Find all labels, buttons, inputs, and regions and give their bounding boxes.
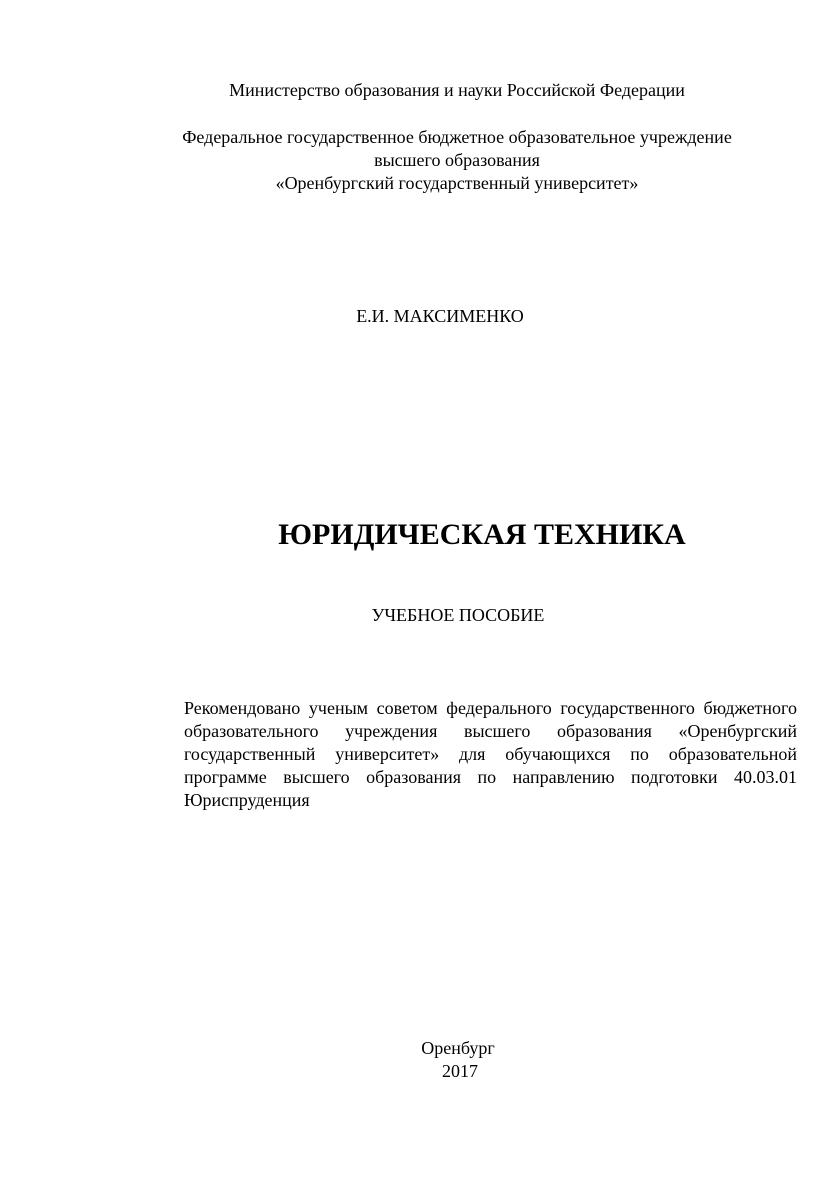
book-subtitle: УЧЕБНОЕ ПОСОБИЕ [371, 605, 545, 625]
author-name: Е.И. МАКСИМЕНКО [356, 306, 524, 326]
book-title: ЮРИДИЧЕСКАЯ ТЕХНИКА [278, 518, 686, 551]
institution-line-2: высшего образования [374, 150, 540, 170]
recommendation-paragraph: Рекомендовано ученым советом федерального государственного бюджетного образовательного учреждения высшего образования «Оренбургский государственный университет» для обучающихся по образовательной программе высшего образования по направлению подготовки 40.03.01 Юриспруденция [184, 698, 797, 810]
institution-line-1: Федеральное государственное бюджетное образовательное учреждение [182, 127, 732, 147]
publication-year: 2017 [442, 1061, 478, 1081]
institution-line-3: «Оренбургский государственный университет» [275, 173, 639, 193]
ministry-heading: Министерство образования и науки Российской Федерации [229, 80, 685, 100]
publication-city: Оренбург [421, 1038, 495, 1058]
